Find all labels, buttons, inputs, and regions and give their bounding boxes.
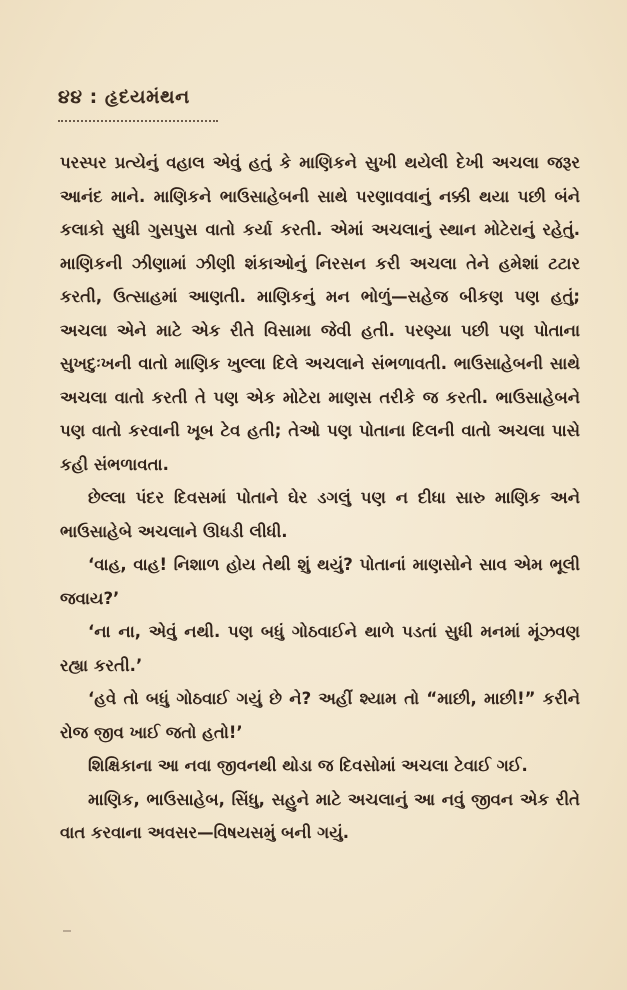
body-text — [60, 146, 580, 850]
page-header: ૪૪ : હૃદયમંથન — [58, 86, 190, 108]
header-decorative-rule — [58, 114, 218, 122]
paragraph: શિક્ષિકાના આ નવા જીવનથી થોડા જ દિવસોમાં અચલા ટેવાઈ ગઈ. — [88, 756, 528, 775]
paragraph: માણિક, ભાઉસાહેબ, સિંધુ, સહુને માટે અચલાનું આ નવું જીવન એક રીતે વાત કરવાના અવસર—વિષયસમું બની ગયું. — [60, 789, 580, 842]
paragraph: છેલ્લા પંદર દિવસમાં પોતાને ઘેર ડગલું પણ ન દીધા સારુ માણિક અને ભાઉસાહેબે અચલાને ઊધડી લીધી. — [60, 488, 580, 541]
dialogue-paragraph: ‘વાહ, વાહ! નિશાળ હોય તેથી શું થયું? પોતાનાં માણસોને સાવ એમ ભૂલી જવાય?’ — [60, 555, 580, 608]
dialogue-paragraph: ‘ના ના, એવું નથી. પણ બધું ગોઠવાઈને થાળે પડતાં સુધી મનમાં મૂંઝવણ રહ્યા કરતી.’ — [60, 622, 580, 675]
page-blemish — [63, 930, 71, 932]
dialogue-paragraph: ‘હવે તો બધું ગોઠવાઈ ગયું છે ને? અહીં શ્યામ તો “માછી, માછી!” કરીને રોજ જીવ ખાઈ જતો હતો!’ — [60, 689, 580, 742]
paragraph: પરસ્પર પ્રત્યેનું વહાલ એવું હતું કે માણિકને સુખી થયેલી દેખી અચલા જરૂર આનંદ માને. માણિકને ભાઉસાહેબની સાથે પરણાવવાનું નક્કી થયા પછી બંને કલાકો સુધી ગુસપુસ વાતો કર્યા કરતી. એમાં અચલાનું સ્થાન મોટેરાનું રહેતું. માણિકની ઝીણામાં ઝીણી શંકાઓનું નિરસન કરી અચલા તેને હમેશાં ટટાર કરતી, ઉત્સાહમાં આણતી. માણિકનું મન ભોળું—સહેજ બીકણ પણ હતું; અચલા એને માટે એક રીતે વિસામા જેવી હતી. પરણ્યા પછી પણ પોતાના સુખદુઃખની વાતો માણિક ખુલ્લા દિલે અચલાને સંભળાવતી. ભાઉસાહેબની સાથે અચલા વાતો કરતી તે પણ એક મોટેરા માણસ તરીકે જ કરતી. ભાઉસાહેબને પણ વાતો કરવાની ખૂબ ટેવ હતી; તેઓ પણ પોતાના દિલની વાતો અચલા પાસે કહી સંભળાવતા. — [60, 153, 580, 474]
